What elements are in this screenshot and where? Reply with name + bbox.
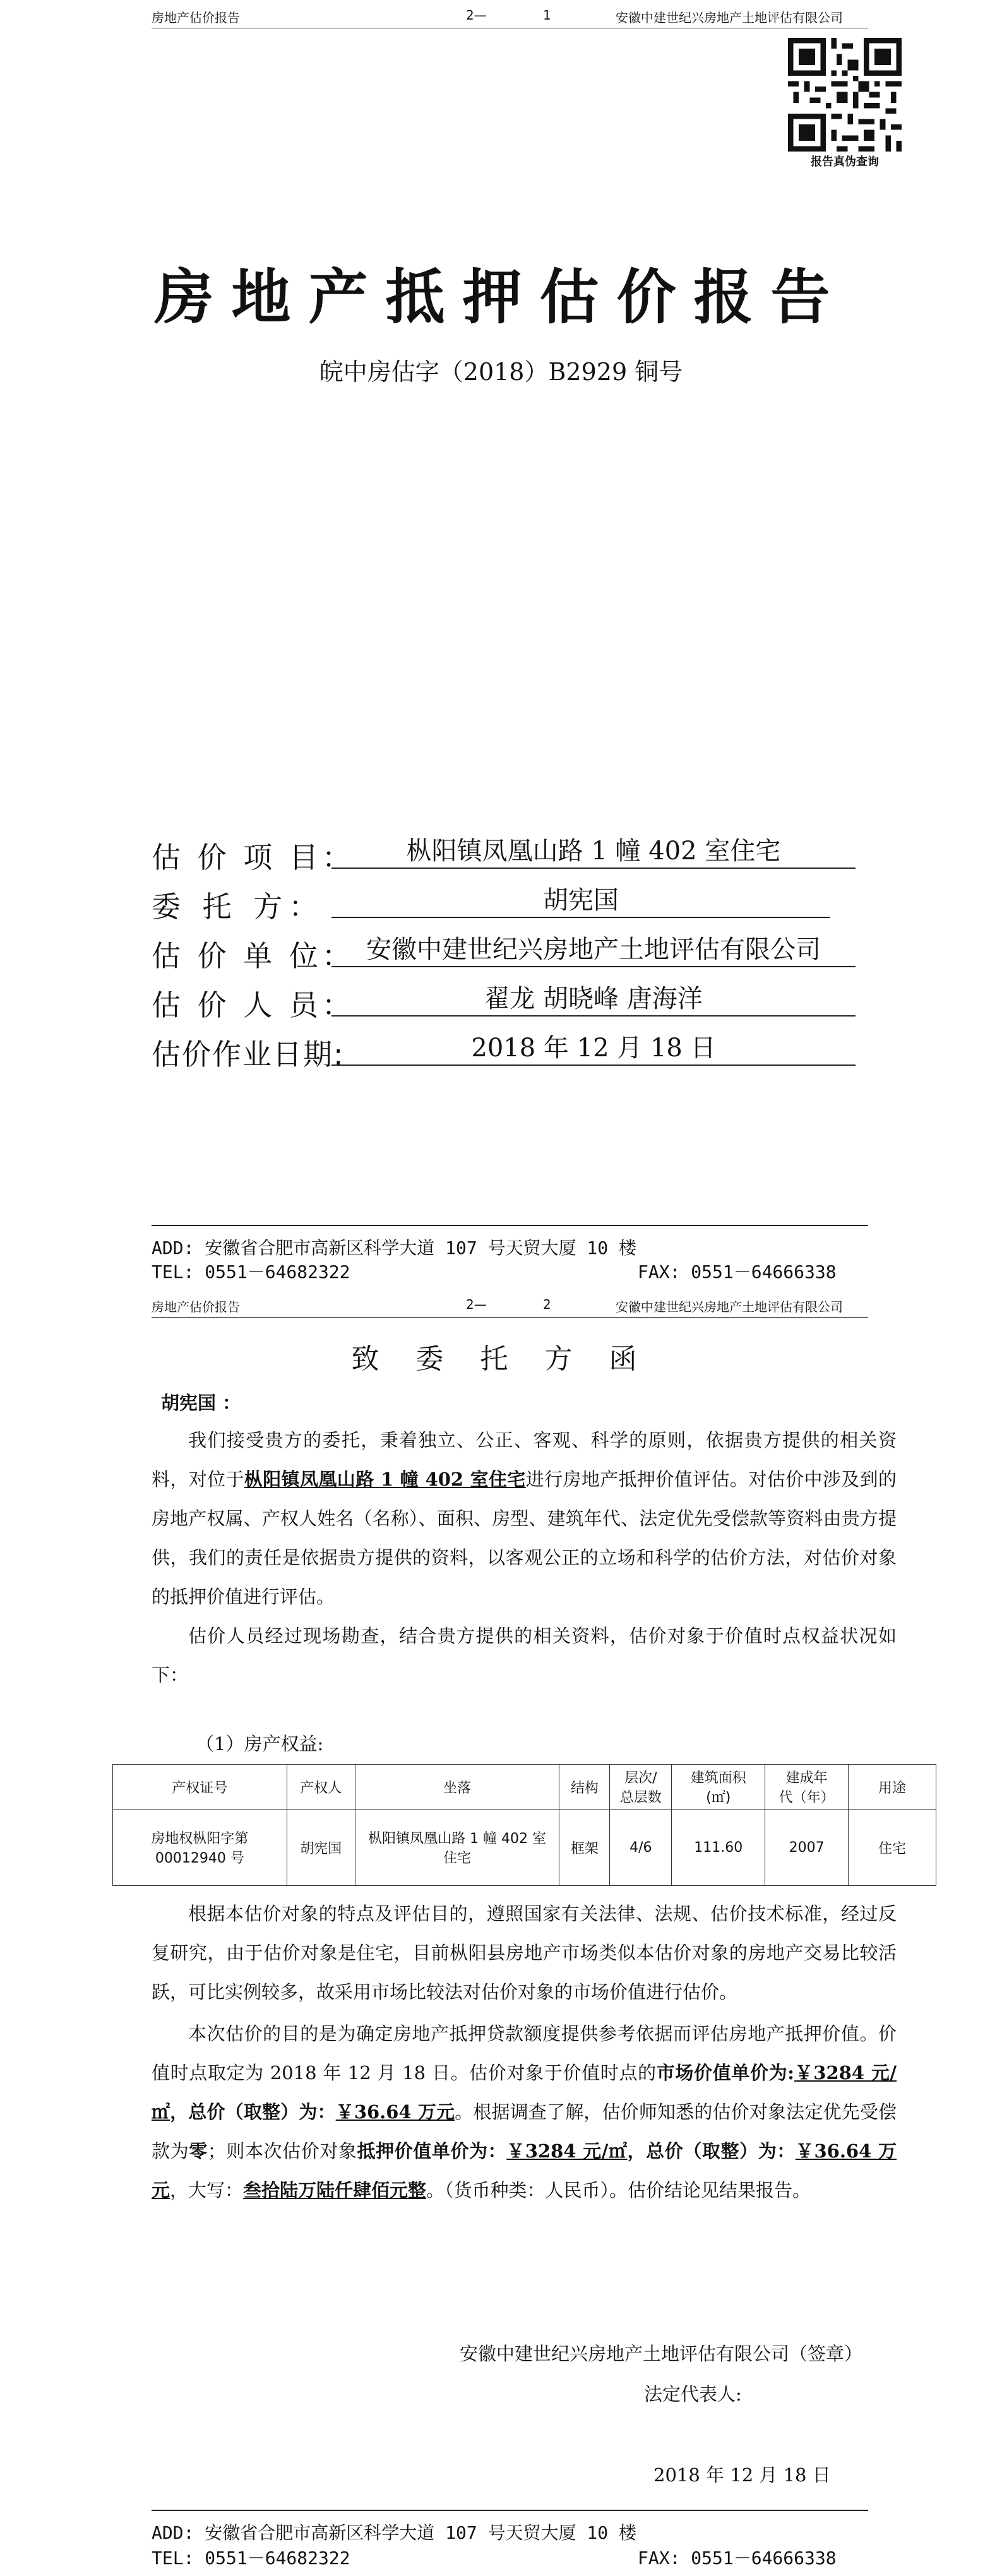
market-unit-price-label: 市场价值单价为: [656, 2062, 794, 2084]
paragraph-4-text-a: 本次估价的目的是为确定房地产抵押贷款额度提供参考依据而评估房地产抵押价值。价值时点取定为 2018 年 12 月 18 日。估价对象于价值时点的 [152, 2023, 897, 2084]
th-location: 坐落 [355, 1765, 559, 1810]
paragraph-4-text-m: ，大写： [170, 2179, 244, 2201]
market-total-label: ，总价（取整）为： [170, 2101, 336, 2123]
rights-caption: （1）房产权益: [196, 1733, 324, 1755]
header-page: 2— [466, 8, 487, 23]
th-year: 建成年 代（年） [765, 1765, 849, 1810]
footer-rule [152, 1225, 868, 1226]
header-right: 安徽中建世纪兴房地产土地评估有限公司 [616, 10, 843, 25]
footer-tel: TEL: 0551－64682322 [152, 1261, 350, 1282]
header-rule [152, 1317, 868, 1318]
letter-title: 致 委 托 方 函 [351, 1343, 651, 1375]
paragraph-3: 根据本估价对象的特点及评估目的，遵照国家有关法律、法规、估价技术标准，经过反复研究，由于估价对象是住宅，目前枞阳县房地产市场类似本估价对象的房地产交易比较活跃，可比实例较多，故采用市场比较法对估价对象的市场价值进行估价。 [152, 1903, 897, 2003]
header-page: 2— [466, 1297, 487, 1312]
salutation: 胡宪国 ： [161, 1392, 241, 1414]
th-floor: 层次/ 总层数 [610, 1765, 672, 1810]
th-cert-no: 产权证号 [113, 1765, 287, 1810]
cell-area: 111.60 [672, 1810, 765, 1886]
cell-cert-no: 房地权枞阳字第 00012940 号 [113, 1810, 287, 1886]
header-page-number: 1 [543, 8, 551, 23]
paragraph-2: 估价人员经过现场勘查，结合贵方提供的相关资料，估价对象于价值时点权益状况如下： [152, 1625, 897, 1686]
footer-rule [152, 2510, 868, 2511]
paragraph-4 [152, 2014, 897, 2210]
field-label-date: 估价作业日期: [152, 1037, 345, 1071]
cell-use: 住宅 [849, 1810, 936, 1886]
field-label-appraisers: 估 价 人 员： [152, 988, 355, 1022]
document-number: 皖中房估字（2018）B2929 铜号 [319, 358, 683, 386]
paragraph-1-text-a: 我们接受贵方的委托，秉着独立、公正、客观、科学的原则，依据贵方提供的相关资料，对位于 [152, 1429, 897, 1490]
mortgage-total-price: ￥36.64 万元 [152, 2140, 897, 2201]
paragraph-1 [152, 1421, 897, 1616]
field-label-project: 估 价 项 目： [152, 840, 355, 874]
priority-claim-amount: 零 [189, 2140, 208, 2162]
field-value-client: 胡宪国 [331, 884, 830, 918]
mortgage-total-label: ，总价（取整）为： [627, 2140, 796, 2162]
paragraph-4-text-o: 。（货币种类：人民币）。估价结论见结果报告。 [426, 2179, 811, 2201]
footer-tel: TEL: 0551－64682322 [152, 2548, 350, 2568]
th-use: 用途 [849, 1765, 936, 1810]
header-page-number: 2 [543, 1297, 551, 1312]
mortgage-unit-price-label: 抵押价值单价为： [357, 2140, 507, 2162]
qr-caption: 报告真伪查询 [811, 155, 879, 169]
market-unit-price: ￥3284 元/㎡ [152, 2062, 897, 2123]
header-left: 房地产估价报告 [152, 1299, 240, 1315]
cell-owner: 胡宪国 [287, 1810, 355, 1886]
cell-structure: 框架 [559, 1810, 610, 1886]
field-value-project: 枞阳镇凤凰山路 1 幢 402 室住宅 [331, 835, 856, 869]
property-rights-table [112, 1764, 936, 1886]
table-header-row [113, 1765, 936, 1810]
signature-company: 安徽中建世纪兴房地产土地评估有限公司（签章） [460, 2343, 863, 2364]
footer-address: ADD: 安徽省合肥市高新区科学大道 107 号天贸大厦 10 楼 [152, 1237, 637, 1258]
th-area: 建筑面积 (㎡) [672, 1765, 765, 1810]
field-value-appraisers: 翟龙 胡晓峰 唐海洋 [331, 982, 856, 1017]
footer-fax: FAX: 0551－64666338 [638, 2548, 837, 2568]
th-structure: 结构 [559, 1765, 610, 1810]
mortgage-unit-price: ￥3284 元/㎡ [506, 2140, 628, 2162]
field-label-client: 委 托 方： [152, 890, 325, 924]
header-left: 房地产估价报告 [152, 10, 240, 25]
field-value-unit: 安徽中建世纪兴房地产土地评估有限公司 [331, 933, 856, 967]
paragraph-4-text-h: ；则本次估价对象 [207, 2140, 357, 2162]
paragraph-1-text-c: 进行房地产抵押价值评估。对估价中涉及到的房地产权属、产权人姓名（名称）、面积、房型、建筑年代、法定优先受偿款等资料由贵方提供，我们的责任是依据贵方提供的资料，以客观公正的立场和科学的估价方法，对估价对象的抵押价值进行评估。 [152, 1469, 897, 1607]
signature-date: 2018 年 12 月 18 日 [653, 2464, 831, 2486]
market-total-price: ￥36.64 万元 [335, 2101, 455, 2123]
field-value-date: 2018 年 12 月 18 日 [331, 1032, 856, 1066]
cell-location: 枞阳镇凤凰山路 1 幢 402 室 住宅 [355, 1810, 559, 1886]
th-owner: 产权人 [287, 1765, 355, 1810]
report-title: 房地产抵押估价报告 [154, 263, 848, 332]
table-row [113, 1810, 936, 1886]
cell-year: 2007 [765, 1810, 849, 1886]
property-address: 枞阳镇凤凰山路 1 幢 402 室住宅 [244, 1469, 526, 1490]
amount-in-words: 叁拾陆万陆仟肆佰元整 [243, 2179, 427, 2201]
header-right: 安徽中建世纪兴房地产土地评估有限公司 [616, 1299, 843, 1315]
cell-floor: 4/6 [610, 1810, 672, 1886]
field-label-unit: 估 价 单 位： [152, 939, 355, 973]
paragraph-4-text-f: 。根据调查了解，估价师知悉的估价对象法定优先受偿款为 [152, 2101, 897, 2162]
qr-code-icon[interactable] [788, 38, 902, 152]
footer-address: ADD: 安徽省合肥市高新区科学大道 107 号天贸大厦 10 楼 [152, 2522, 637, 2543]
footer-fax: FAX: 0551－64666338 [638, 1261, 837, 1282]
signature-representative: 法定代表人: [644, 2383, 742, 2405]
